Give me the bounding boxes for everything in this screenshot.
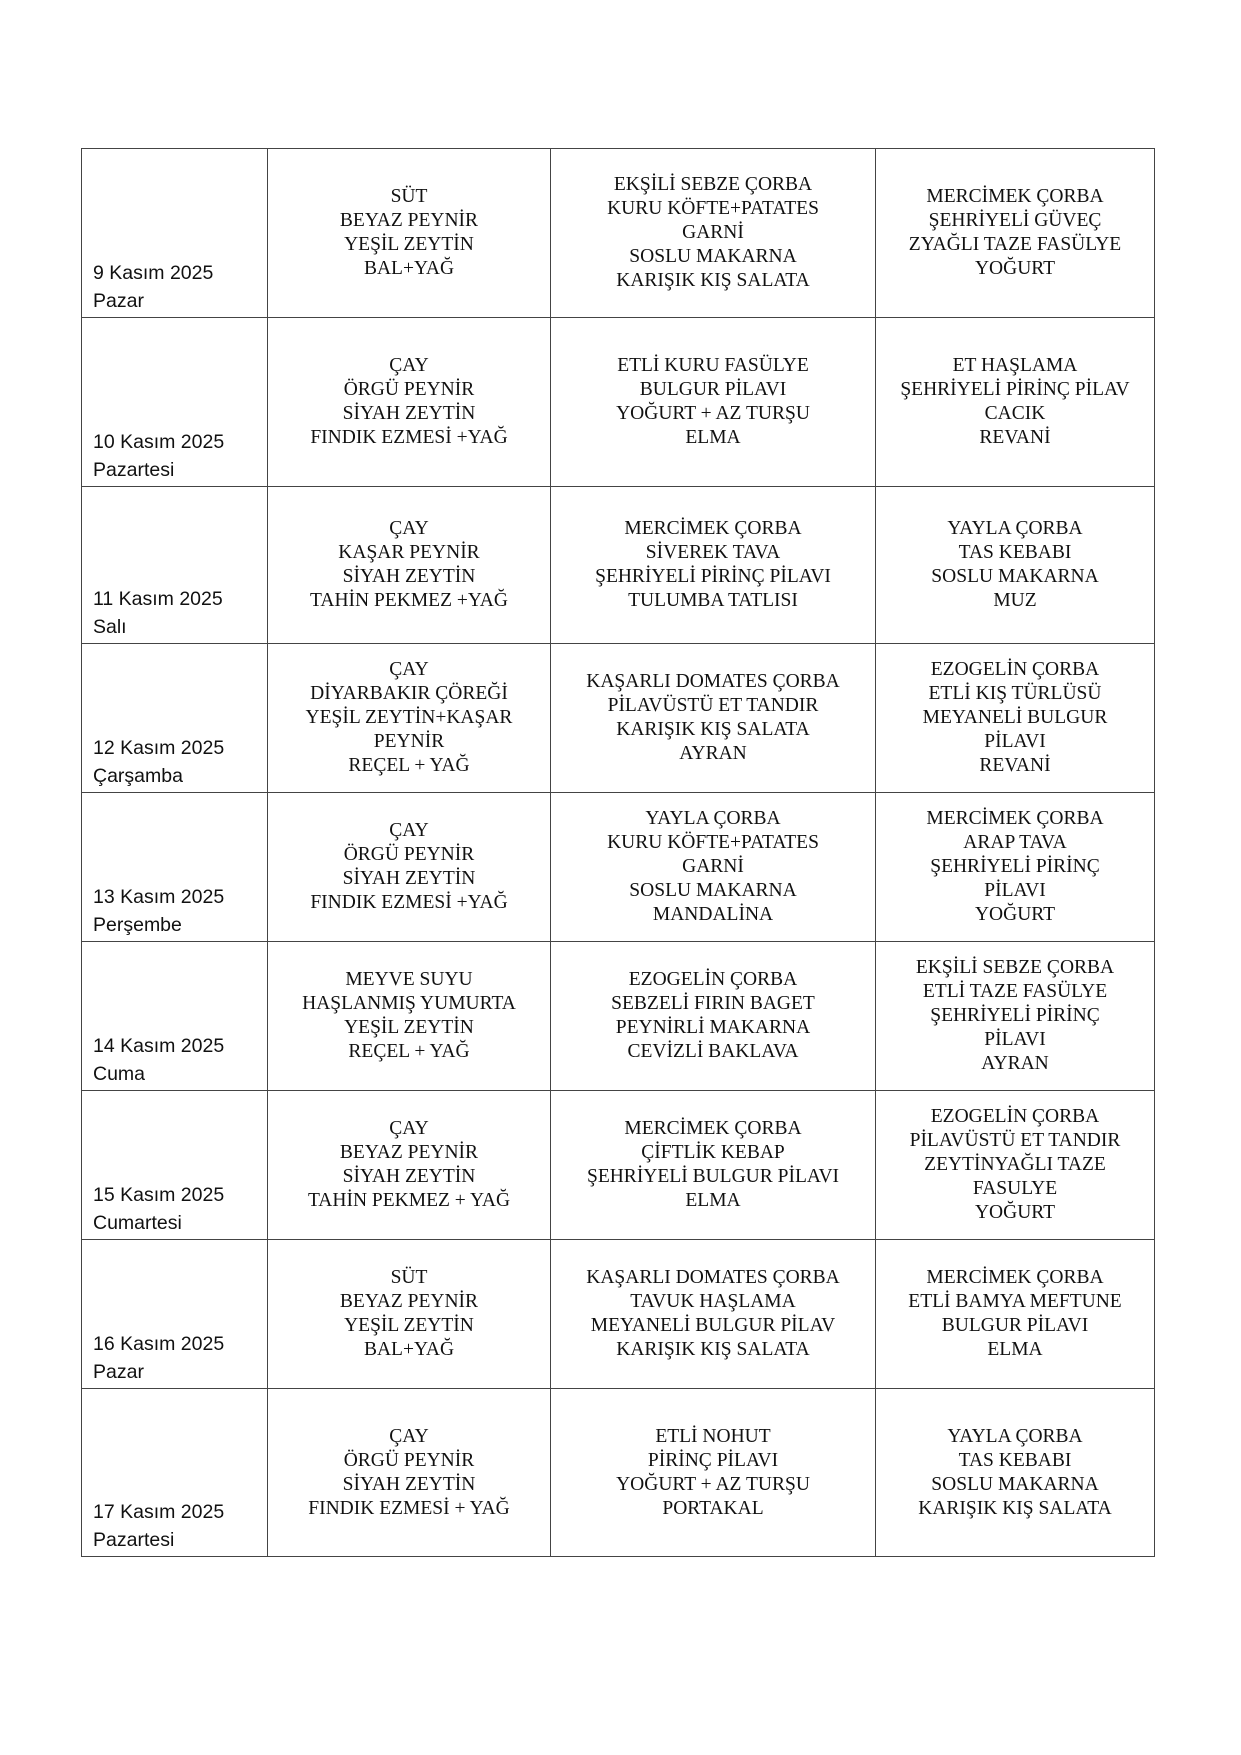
- weekday-text: Cumartesi: [93, 1212, 182, 1234]
- date-text: 10 Kasım 2025: [93, 431, 225, 453]
- menu-item: GARNİ: [682, 856, 744, 877]
- menu-item: BEYAZ PEYNİR: [339, 1142, 479, 1163]
- menu-item: REVANİ: [979, 755, 1051, 776]
- lunch-cell: [551, 1389, 876, 1557]
- breakfast-cell: [268, 942, 551, 1091]
- date-cell: [82, 793, 268, 942]
- menu-item: ETLİ KIŞ TÜRLÜSÜ: [928, 683, 1102, 704]
- menu-item: BAL+YAĞ: [363, 1339, 455, 1360]
- menu-item: MERCİMEK ÇORBA: [926, 1267, 1104, 1288]
- menu-item: PİLAVI: [984, 731, 1046, 752]
- menu-day-row: [82, 942, 1155, 1091]
- menu-item: ÇAY: [389, 659, 429, 680]
- lunch-cell: [551, 942, 876, 1091]
- menu-item: MERCİMEK ÇORBA: [926, 808, 1104, 829]
- menu-item: CEVİZLİ BAKLAVA: [627, 1041, 799, 1062]
- menu-item: YOĞURT: [974, 258, 1056, 279]
- menu-item: TAHİN PEKMEZ + YAĞ: [307, 1190, 511, 1211]
- menu-item: ŞEHRİYELİ PİRİNÇ PİLAV: [900, 379, 1130, 400]
- menu-item: SİYAH ZEYTİN: [342, 566, 476, 587]
- menu-item: MEYANELİ BULGUR: [922, 707, 1108, 728]
- menu-item: SOSLU MAKARNA: [629, 880, 797, 901]
- date-cell: [82, 149, 268, 318]
- menu-item: MEYANELİ BULGUR PİLAV: [590, 1315, 836, 1336]
- menu-item: ÇAY: [389, 820, 429, 841]
- menu-item: KURU KÖFTE+PATATES: [607, 198, 819, 219]
- menu-item: YAYLA ÇORBA: [947, 518, 1083, 539]
- date-text: 15 Kasım 2025: [93, 1184, 225, 1206]
- menu-item: TAS KEBABI: [958, 542, 1072, 563]
- menu-table-body: [82, 149, 1155, 1557]
- menu-item: BEYAZ PEYNİR: [339, 210, 479, 231]
- menu-item: ETLİ BAMYA MEFTUNE: [908, 1291, 1122, 1312]
- menu-item: SOSLU MAKARNA: [629, 246, 797, 267]
- menu-item: FASULYE: [972, 1178, 1058, 1199]
- menu-item: PİLAVI: [984, 880, 1046, 901]
- date-cell: [82, 1240, 268, 1389]
- menu-item: ÖRGÜ PEYNİR: [343, 844, 475, 865]
- date-text: 14 Kasım 2025: [93, 1035, 225, 1057]
- breakfast-cell: [268, 487, 551, 644]
- menu-item: MERCİMEK ÇORBA: [624, 518, 802, 539]
- menu-item: ŞEHRİYELİ GÜVEÇ: [928, 210, 1102, 231]
- menu-item: EZOGELİN ÇORBA: [930, 659, 1100, 680]
- dinner-cell: [876, 793, 1155, 942]
- menu-item: DİYARBAKIR ÇÖREĞİ: [310, 683, 508, 704]
- menu-item: MUZ: [993, 590, 1037, 611]
- breakfast-cell: [268, 318, 551, 487]
- menu-item: MEYVE SUYU: [345, 969, 473, 990]
- menu-table: [81, 148, 1155, 1557]
- weekday-text: Pazartesi: [93, 1529, 175, 1551]
- menu-item: SOSLU MAKARNA: [931, 566, 1099, 587]
- date-cell: [82, 942, 268, 1091]
- date-cell: [82, 318, 268, 487]
- menu-item: ÇİFTLİK KEBAP: [641, 1142, 785, 1163]
- dinner-cell: [876, 1091, 1155, 1240]
- menu-item: ÇAY: [389, 518, 429, 539]
- menu-item: EZOGELİN ÇORBA: [628, 969, 798, 990]
- menu-item: AYRAN: [981, 1053, 1049, 1074]
- menu-day-row: [82, 1389, 1155, 1557]
- menu-item: FINDIK EZMESİ + YAĞ: [308, 1497, 510, 1519]
- menu-item: ELMA: [685, 427, 741, 448]
- menu-item: ÇAY: [389, 1425, 429, 1447]
- lunch-cell: [551, 149, 876, 318]
- menu-item: MERCİMEK ÇORBA: [926, 186, 1104, 207]
- date-text: 12 Kasım 2025: [93, 737, 225, 759]
- menu-item: TAHİN PEKMEZ +YAĞ: [310, 590, 508, 611]
- weekday-text: Pazar: [93, 1361, 144, 1383]
- dinner-cell: [876, 644, 1155, 793]
- weekday-text: Perşembe: [93, 914, 182, 936]
- menu-item: GARNİ: [682, 222, 744, 243]
- dinner-cell: [876, 318, 1155, 487]
- menu-day-row: [82, 644, 1155, 793]
- menu-item: SİYAH ZEYTİN: [342, 1473, 476, 1495]
- menu-item: KAŞARLI DOMATES ÇORBA: [586, 671, 840, 692]
- lunch-cell: [551, 1240, 876, 1389]
- menu-item: KARIŞIK KIŞ SALATA: [616, 719, 810, 740]
- menu-item: YEŞİL ZEYTİN+KAŞAR: [305, 707, 513, 728]
- weekday-text: Salı: [93, 616, 127, 638]
- menu-day-row: [82, 318, 1155, 487]
- weekday-text: Cuma: [93, 1063, 146, 1085]
- lunch-cell: [551, 1091, 876, 1240]
- menu-item: SİVEREK TAVA: [645, 542, 781, 563]
- menu-item: SOSLU MAKARNA: [931, 1473, 1099, 1495]
- menu-item: SİYAH ZEYTİN: [342, 1166, 476, 1187]
- dinner-cell: [876, 149, 1155, 318]
- menu-item: SİYAH ZEYTİN: [342, 868, 476, 889]
- lunch-cell: [551, 644, 876, 793]
- menu-item: YOĞURT + AZ TURŞU: [616, 403, 810, 424]
- menu-item: EKŞİLİ SEBZE ÇORBA: [915, 957, 1115, 978]
- menu-item: ELMA: [987, 1339, 1043, 1360]
- date-cell: [82, 1091, 268, 1240]
- menu-item: ÇAY: [389, 1118, 429, 1139]
- menu-item: SİYAH ZEYTİN: [342, 403, 476, 424]
- menu-item: PİRİNÇ PİLAVI: [647, 1449, 779, 1471]
- menu-item: AYRAN: [679, 743, 747, 764]
- menu-item: EKŞİLİ SEBZE ÇORBA: [613, 174, 813, 195]
- weekday-text: Pazar: [93, 290, 144, 312]
- menu-item: YAYLA ÇORBA: [947, 1425, 1083, 1447]
- menu-item: KARIŞIK KIŞ SALATA: [616, 270, 810, 291]
- date-cell: [82, 1389, 268, 1557]
- breakfast-cell: [268, 644, 551, 793]
- weekday-text: Çarşamba: [93, 765, 183, 787]
- menu-item: YEŞİL ZEYTİN: [344, 1315, 474, 1336]
- menu-item: PORTAKAL: [662, 1497, 764, 1519]
- menu-item: BULGUR PİLAVI: [639, 379, 787, 400]
- menu-item: KAŞARLI DOMATES ÇORBA: [586, 1267, 840, 1288]
- menu-item: BAL+YAĞ: [363, 258, 455, 279]
- menu-day-row: [82, 149, 1155, 318]
- menu-item: ETLİ TAZE FASÜLYE: [922, 981, 1108, 1002]
- menu-item: REVANİ: [979, 427, 1051, 448]
- menu-day-row: [82, 487, 1155, 644]
- date-text: 9 Kasım 2025: [93, 262, 214, 284]
- date-text: 11 Kasım 2025: [93, 588, 223, 610]
- dinner-cell: [876, 487, 1155, 644]
- menu-item: YOĞURT + AZ TURŞU: [616, 1473, 810, 1495]
- breakfast-cell: [268, 1240, 551, 1389]
- breakfast-cell: [268, 1389, 551, 1557]
- menu-item: YEŞİL ZEYTİN: [344, 234, 474, 255]
- menu-item: ŞEHRİYELİ PİRİNÇ: [930, 856, 1100, 877]
- menu-item: ZYAĞLI TAZE FASÜLYE: [908, 234, 1122, 255]
- menu-item: PİLAVÜSTÜ ET TANDIR: [909, 1130, 1121, 1151]
- menu-day-row: [82, 1091, 1155, 1240]
- menu-item: SÜT: [390, 186, 428, 207]
- menu-item: ŞEHRİYELİ PİRİNÇ: [930, 1005, 1100, 1026]
- breakfast-cell: [268, 149, 551, 318]
- menu-item: PİLAVÜSTÜ ET TANDIR: [607, 695, 819, 716]
- menu-item: KARIŞIK KIŞ SALATA: [616, 1339, 810, 1360]
- menu-item: FINDIK EZMESİ +YAĞ: [310, 892, 508, 913]
- menu-item: KARIŞIK KIŞ SALATA: [918, 1497, 1112, 1519]
- menu-item: SÜT: [390, 1267, 428, 1288]
- menu-item: ARAP TAVA: [963, 832, 1067, 853]
- date-cell: [82, 644, 268, 793]
- menu-item: PİLAVI: [984, 1029, 1046, 1050]
- menu-item: YOĞURT: [974, 904, 1056, 925]
- menu-item: YAYLA ÇORBA: [645, 808, 781, 829]
- menu-item: YOĞURT: [974, 1202, 1056, 1223]
- menu-item: ÖRGÜ PEYNİR: [343, 1449, 475, 1471]
- menu-item: FINDIK EZMESİ +YAĞ: [310, 427, 508, 448]
- menu-item: CACIK: [984, 403, 1046, 424]
- menu-item: YEŞİL ZEYTİN: [344, 1017, 474, 1038]
- date-text: 16 Kasım 2025: [93, 1333, 225, 1355]
- menu-item: ETLİ NOHUT: [655, 1425, 771, 1447]
- date-text: 13 Kasım 2025: [93, 886, 225, 908]
- menu-item: PEYNİR: [373, 731, 445, 752]
- menu-item: ETLİ KURU FASÜLYE: [617, 355, 809, 376]
- date-cell: [82, 487, 268, 644]
- lunch-cell: [551, 487, 876, 644]
- menu-item: ŞEHRİYELİ PİRİNÇ PİLAVI: [595, 566, 831, 587]
- menu-item: ET HAŞLAMA: [952, 355, 1078, 376]
- breakfast-cell: [268, 793, 551, 942]
- menu-item: ELMA: [685, 1190, 741, 1211]
- menu-item: ŞEHRİYELİ BULGUR PİLAVI: [586, 1166, 840, 1187]
- menu-item: TULUMBA TATLISI: [628, 590, 798, 611]
- weekday-text: Pazartesi: [93, 459, 175, 481]
- menu-item: SEBZELİ FIRIN BAGET: [611, 993, 815, 1014]
- menu-item: KAŞAR PEYNİR: [338, 542, 480, 563]
- menu-item: TAS KEBABI: [958, 1449, 1072, 1471]
- dinner-cell: [876, 1240, 1155, 1389]
- menu-item: MANDALİNA: [652, 904, 774, 925]
- dinner-cell: [876, 942, 1155, 1091]
- menu-item: REÇEL + YAĞ: [348, 755, 470, 776]
- menu-item: ÇAY: [389, 355, 429, 376]
- menu-item: BULGUR PİLAVI: [941, 1315, 1089, 1336]
- menu-item: KURU KÖFTE+PATATES: [607, 832, 819, 853]
- dinner-cell: [876, 1389, 1155, 1557]
- menu-item: HAŞLANMIŞ YUMURTA: [302, 993, 516, 1014]
- menu-item: MERCİMEK ÇORBA: [624, 1118, 802, 1139]
- menu-item: PEYNİRLİ MAKARNA: [615, 1017, 811, 1038]
- menu-item: REÇEL + YAĞ: [348, 1041, 470, 1062]
- date-text: 17 Kasım 2025: [93, 1501, 225, 1523]
- menu-item: ÖRGÜ PEYNİR: [343, 379, 475, 400]
- menu-item: TAVUK HAŞLAMA: [630, 1291, 796, 1312]
- lunch-cell: [551, 793, 876, 942]
- menu-item: ZEYTİNYAĞLI TAZE: [924, 1154, 1106, 1175]
- menu-day-row: [82, 1240, 1155, 1389]
- menu-item: EZOGELİN ÇORBA: [930, 1106, 1100, 1127]
- breakfast-cell: [268, 1091, 551, 1240]
- menu-day-row: [82, 793, 1155, 942]
- lunch-cell: [551, 318, 876, 487]
- menu-item: BEYAZ PEYNİR: [339, 1291, 479, 1312]
